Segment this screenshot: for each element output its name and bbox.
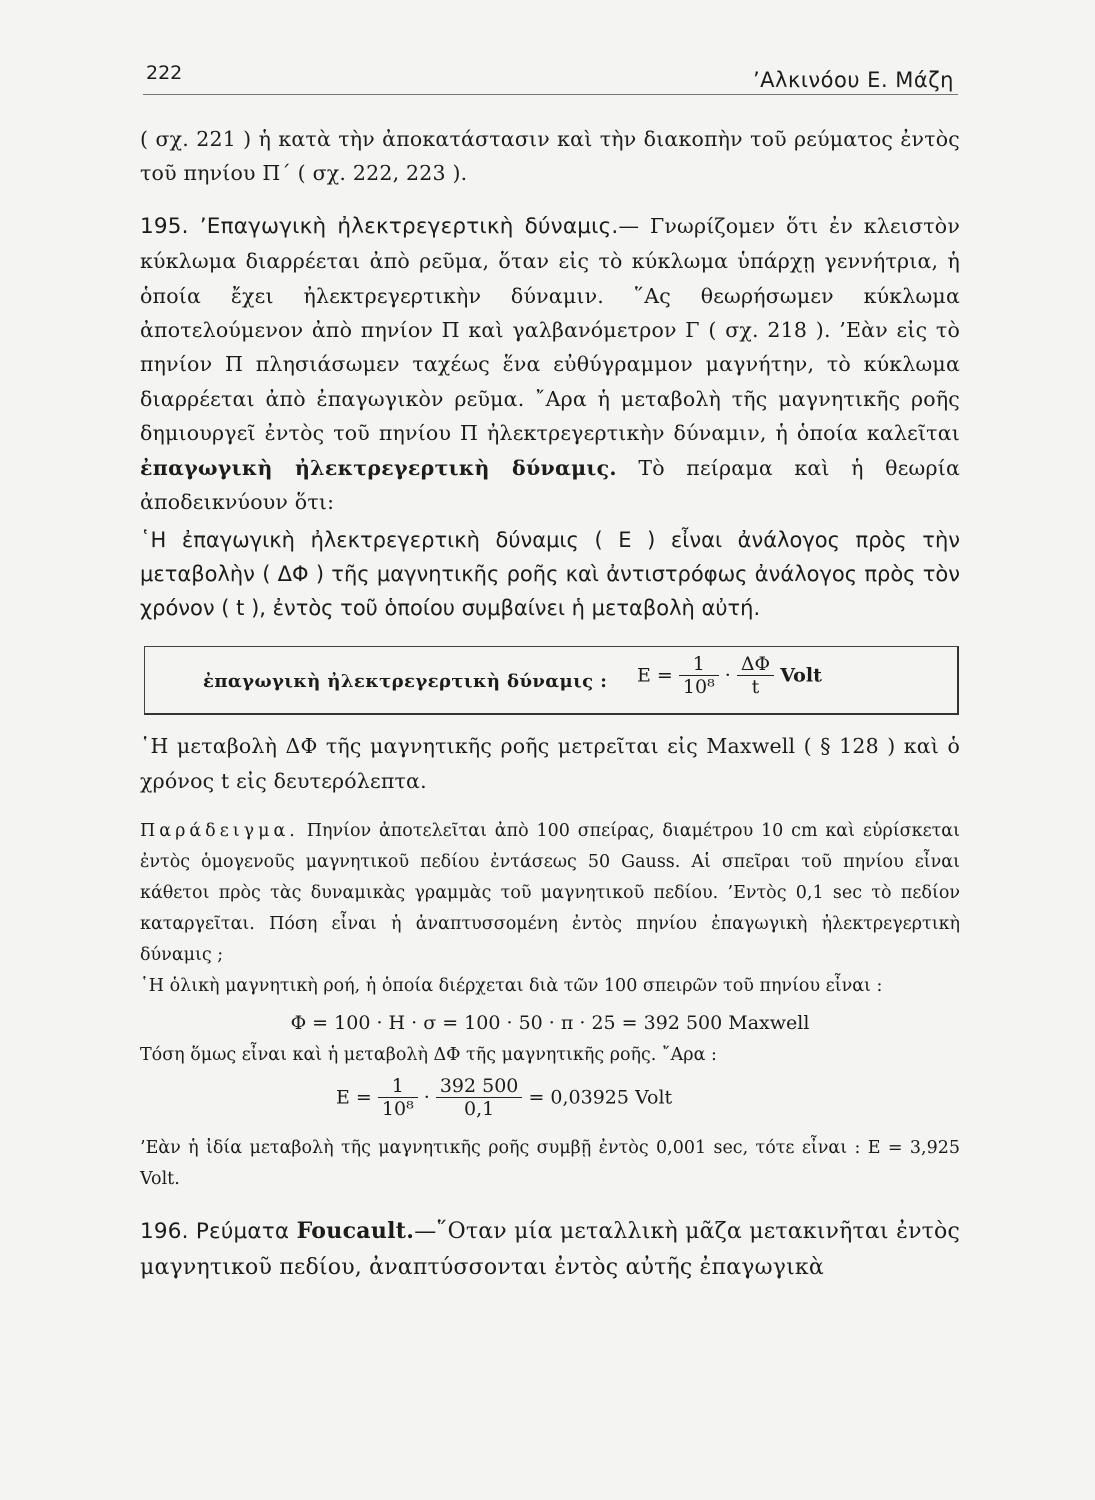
eq2-fraction-1: [378, 1075, 418, 1120]
page-header: [143, 62, 958, 95]
formula-dot: ·: [724, 664, 731, 687]
section-195-bold-term: ἐπαγωγικὴ ἠλεκτρεγερτικὴ δύναμις.: [140, 455, 617, 480]
eq2-fraction-2-denominator: 0,1: [464, 1098, 495, 1121]
example-final-text: ’Εὰν ἡ ἰδία μεταβολὴ τῆς μαγνητικῆς ροῆς συμβῇ ἐντὸς 0,001 sec, τότε εἶναι : Ε = 3,925 Volt.: [140, 1138, 960, 1190]
formula-lhs: Ε =: [637, 664, 673, 687]
page-body: [140, 122, 960, 1286]
eq2-lhs: Ε =: [336, 1086, 372, 1109]
formula-fraction-1-denominator: 10⁸: [682, 676, 715, 699]
example-change-text: Τόση ὅμως εἶναι καὶ ἡ μεταβολὴ ΔΦ τῆς μαγνητικῆς ροῆς. ῎Αρα :: [140, 1045, 717, 1066]
eq2-result: = 0,03925 Volt: [528, 1086, 673, 1109]
formula-unit: Volt: [780, 664, 822, 687]
induction-law-statement: ῾Η ἐπαγωγικὴ ἠλεκτρεγερτικὴ δύναμις ( Ε ) εἶναι ἀνάλογος πρὸς τὴν μεταβολὴν ( ΔΦ ) τῆς μαγνητικῆς ροῆς καὶ ἀντιστρόφως ἀνάλογος πρὸς τὸν χρόνον ( t ), ἐντὸς τοῦ ὁποίου συμβαίνει ἡ μεταβολὴ αὐτή.: [140, 528, 960, 621]
example-problem: [140, 816, 960, 971]
intro-paragraph: ( σχ. 221 ) ἡ κατὰ τὴν ἀποκατάστασιν καὶ τὴν διακοπὴν τοῦ ρεύματος ἐντὸς τοῦ πηνίου Π΄ ( σχ. 222, 223 ).: [140, 127, 960, 186]
units-paragraph: ῾Η μεταβολὴ ΔΦ τῆς μαγνητικῆς ροῆς μετρεῖται εἰς Maxwell ( § 128 ) καὶ ὁ χρόνος t εἰς δευτερόλεπτα.: [140, 734, 960, 793]
formula-fraction-1-numerator: 1: [679, 653, 719, 676]
eq2-fraction-1-denominator: 10⁸: [381, 1098, 414, 1121]
formula-box: [144, 646, 959, 715]
section-195-text-1: — Γνωρίζομεν ὅτι ἐν κλειστὸν κύκλωμα διαρρέεται ἀπὸ ρεῦμα, ὅταν εἰς τὸ κύκλωμα ὑπάρχῃ γεννήτρια, ἡ ὁποία ἔχει ἠλεκτρεγερτικὴν δύναμιν. ῞Ας θεωρήσωμεν κύκλωμα ἀποτελούμενον ἀπὸ πηνίον Π καὶ γαλβανόμετρον Γ ( σχ. 218 ). ’Εὰν εἰς τὸ πηνίον Π πλησιάσωμεν ταχέως ἕνα εὐθύγραμμον μαγνήτην, τὸ κύκλωμα διαρρέεται ἀπὸ ἐπαγωγικὸν ρεῦμα. ῎Αρα ἡ μεταβολὴ τῆς μαγνητικῆς ροῆς δημιουργεῖ ἐντὸς τοῦ πηνίου Π ἠλεκτρεγερτικὴν δύναμιν, ἡ ὁποία καλεῖται: [140, 213, 961, 446]
formula-fraction-2: [737, 653, 774, 698]
formula-label: ἐπαγωγικὴ ἠλεκτρεγερτικὴ δύναμις :: [203, 671, 608, 693]
eq2-fraction-2-numerator: 392 500: [436, 1075, 523, 1098]
section-195-paragraph: [140, 209, 960, 520]
running-head: ’Αλκινόου Ε. Μάζη: [752, 68, 954, 92]
example-emf-equation: [140, 1071, 960, 1133]
section-195-title: 195. ’Επαγωγικὴ ἠλεκτρεγερτικὴ δύναμις.: [140, 213, 619, 239]
page-number: 222: [146, 62, 183, 84]
example-flux-equation: Φ = 100 · Η · σ = 100 · 50 · π · 25 = 392 500 Maxwell: [290, 1012, 810, 1035]
section-195-text-2: Τὸ πείραμα καὶ ἡ θεωρία ἀποδεικνύουν ὅτι:: [140, 455, 960, 515]
eq2-fraction-1-numerator: 1: [378, 1075, 418, 1098]
emf-formula: [637, 653, 937, 709]
formula-fraction-2-denominator: t: [751, 676, 760, 699]
example-text: Πηνίον ἀποτελεῖται ἀπὸ 100 σπείρας, διαμέτρου 10 cm καὶ εὑρίσκεται ἐντὸς ὁμογενοῦς μαγνητικοῦ πεδίου ἐντάσεως 50 Gauss. Αἱ σπεῖραι τοῦ πηνίου εἶναι κάθετοι πρὸς τὰς δυναμικὰς γραμμὰς τοῦ μαγνητικοῦ πεδίου. ’Εντὸς 0,1 sec τὸ πεδίον καταργεῖται. Πόση εἶναι ἡ ἀναπτυσσομένη ἐντὸς πηνίου ἐπαγωγικὴ ἠλεκτρεγερτικὴ δύναμις ;: [140, 821, 960, 966]
example-label: Παράδειγμα.: [140, 821, 299, 842]
example-flux-text: ῾Η ὁλικὴ μαγνητικὴ ροή, ἡ ὁποία διέρχεται διὰ τῶν 100 σπειρῶν τοῦ πηνίου εἶναι :: [140, 976, 883, 997]
eq2-dot: ·: [423, 1086, 430, 1109]
section-196-title-prefix: 196. Ρεύματα: [140, 1219, 290, 1245]
section-196-text: —῞Οταν μία μεταλλικὴ μᾶζα μετακινῆται ἐντὸς μαγνητικοῦ πεδίου, ἀναπτύσσονται ἐντὸς αὐτῆς ἐπαγωγικὰ: [140, 1219, 961, 1281]
formula-fraction-2-numerator: ΔΦ: [737, 653, 774, 676]
section-196-paragraph: [140, 1213, 960, 1286]
eq2-fraction-2: [436, 1075, 523, 1120]
formula-fraction-1: [679, 653, 719, 698]
section-196-title-bold: Foucault.: [296, 1218, 415, 1245]
